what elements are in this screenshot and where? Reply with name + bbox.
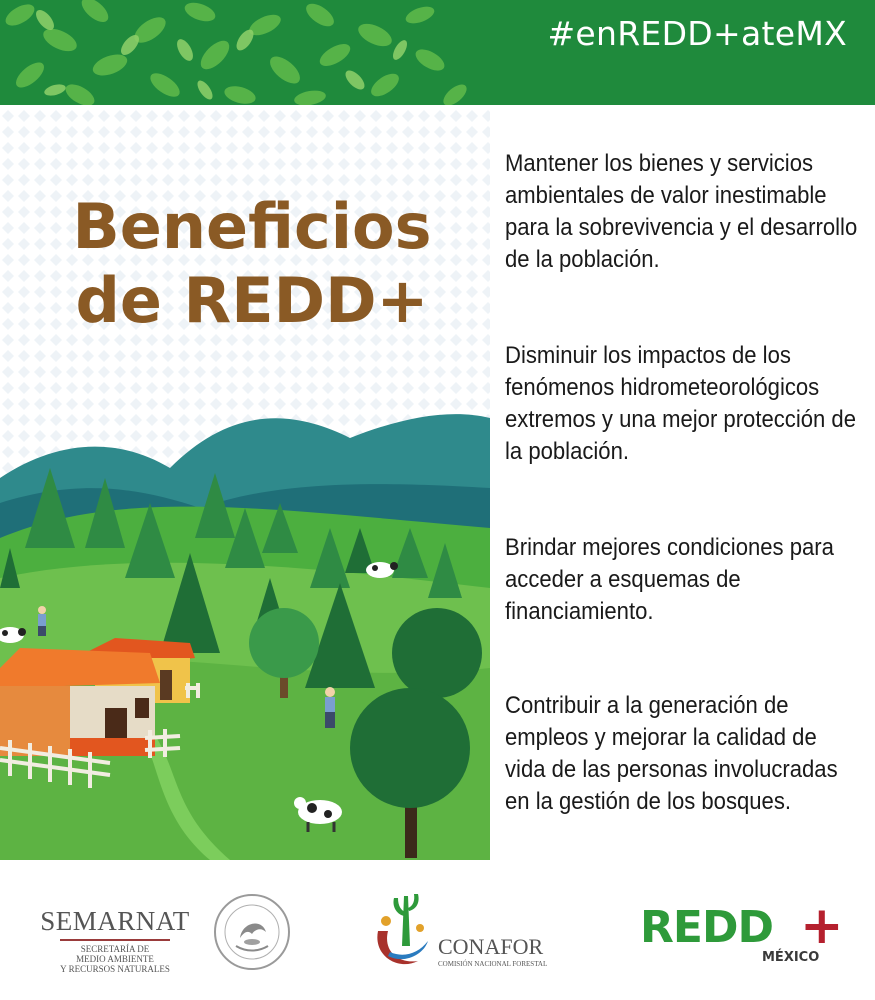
semarnat-sub-2: MEDIO AMBIENTE [76,954,154,964]
footer-logos [0,862,875,1000]
redd-wordmark: REDD [640,902,773,953]
title-line-1: Beneficios [72,190,432,263]
benefit-item-1: Mantener los bienes y servicios ambientales de valor inestimable para la sobrevivencia y el desarrollo de la población. [505,150,858,273]
conafor-sub: COMISIÓN NACIONAL FORESTAL [438,960,548,968]
semarnat-sub-1: SECRETARÍA DE [80,944,150,954]
page-title [22,190,482,338]
semarnat-name: SEMARNAT [40,906,190,936]
header-banner [0,0,875,105]
semarnat-sub-3: Y RECURSOS NATURALES [60,964,170,974]
redd-country: MÉXICO [762,950,820,965]
redd-plus: + [800,896,844,956]
redd-mexico-logo [640,896,844,972]
semarnat-rule [60,939,170,941]
conafor-emblem-icon [368,876,438,976]
benefit-item-2: Disminuir los impactos de los fenómenos hidrometeorológicos extremos y una mejor protección de la población. [505,342,856,465]
title-line-2: de REDD+ [75,264,429,337]
national-seal-icon [212,892,292,972]
conafor-logo [368,876,568,986]
benefit-item-4: Contribuir a la generación de empleos y mejorar la calidad de vida de las personas involucradas en la gestión de los bosques. [505,692,838,815]
conafor-name: CONAFOR [438,934,544,959]
leaf-pattern-icon [0,0,470,105]
benefit-item-3: Brindar mejores condiciones para acceder a esquemas de financiamiento. [505,534,834,625]
semarnat-logo [40,906,190,974]
hashtag: #enREDD+ateMX [547,14,847,53]
